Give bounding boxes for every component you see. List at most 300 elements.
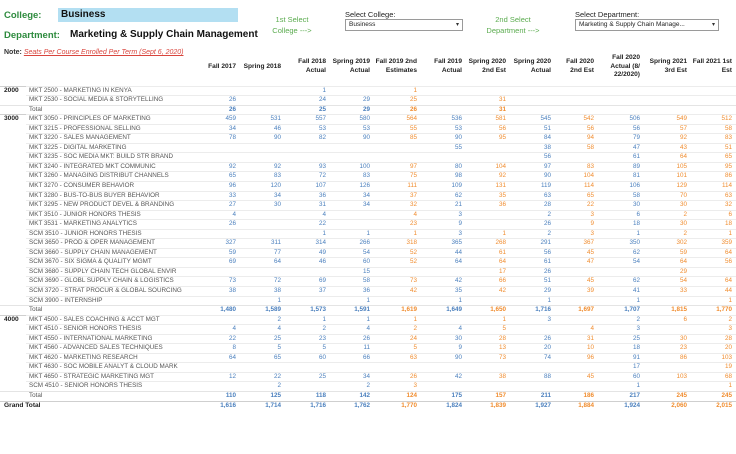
value-cell: 98 [421, 172, 466, 182]
value-cell [510, 382, 555, 392]
course-cell: SCM 3690 - GLOBL SUPPLY CHAIN & LOGISTICS [26, 277, 200, 287]
value-cell: 62 [598, 248, 644, 258]
value-cell: 1,716 [285, 401, 330, 410]
value-cell: 118 [285, 392, 330, 402]
value-cell: 10 [555, 344, 598, 354]
table-row [0, 248, 736, 258]
table-row [0, 239, 736, 249]
value-cell: 3 [374, 382, 421, 392]
value-cell: 70 [644, 191, 691, 201]
column-header: Fall 2021 1st Est [692, 58, 732, 74]
value-cell: 1 [285, 229, 330, 239]
value-cell: 83 [240, 172, 285, 182]
course-cell: MKT 4560 - ADVANCED SALES TECHNIQUES [26, 344, 200, 354]
column-header: Fall 2017 [208, 62, 236, 70]
table-row [0, 353, 736, 363]
value-cell: 2 [510, 229, 555, 239]
column-header: Fall 2018 Actual [298, 58, 326, 74]
value-cell: 60 [330, 258, 374, 268]
value-cell: 69 [200, 258, 240, 268]
value-cell: 26 [200, 96, 240, 106]
value-cell: 19 [691, 363, 736, 373]
table-row [0, 86, 736, 96]
value-cell: 45 [555, 372, 598, 382]
value-cell: 1,650 [466, 306, 510, 316]
value-cell [330, 210, 374, 220]
select-college-value: Business [349, 21, 376, 28]
value-cell: 5 [374, 344, 421, 354]
select-college-dropdown[interactable] [345, 19, 463, 31]
level-cell [0, 124, 26, 134]
value-cell: 64 [466, 258, 510, 268]
value-cell: 365 [421, 239, 466, 249]
value-cell [240, 86, 285, 96]
value-cell: 58 [598, 191, 644, 201]
value-cell: 2 [240, 315, 285, 325]
table-row [0, 115, 736, 125]
course-cell: MKT 2530 - SOCIAL MEDIA & STORYTELLING [26, 96, 200, 106]
value-cell: 1,839 [466, 401, 510, 410]
value-cell: 1 [691, 382, 736, 392]
value-cell: 26 [510, 267, 555, 277]
value-cell: 1,824 [421, 401, 466, 410]
level-cell [0, 96, 26, 106]
table-row [0, 210, 736, 220]
value-cell [555, 96, 598, 106]
value-cell: 103 [691, 353, 736, 363]
value-cell: 26 [374, 372, 421, 382]
value-cell: 42 [421, 277, 466, 287]
value-cell: 124 [374, 392, 421, 402]
course-cell: SCM 3720 - STRAT PROCUR & GLOBAL SOURCING [26, 286, 200, 296]
value-cell: 34 [330, 201, 374, 211]
value-cell: 46 [285, 258, 330, 268]
value-cell: 78 [200, 134, 240, 144]
value-cell: 1 [330, 229, 374, 239]
value-cell: 17 [598, 363, 644, 373]
table-row [0, 229, 736, 239]
course-header [23, 48, 200, 86]
value-cell [285, 296, 330, 306]
level-cell [0, 181, 26, 191]
value-cell: 24 [374, 334, 421, 344]
value-cell [555, 267, 598, 277]
value-cell: 58 [691, 124, 736, 134]
column-header: Fall 2019 Actual [434, 58, 462, 74]
value-cell: 314 [285, 239, 330, 249]
level-cell [0, 353, 26, 363]
value-cell: 94 [555, 134, 598, 144]
value-cell: 69 [285, 277, 330, 287]
value-cell: 42 [421, 372, 466, 382]
value-cell: 32 [374, 201, 421, 211]
value-cell: 5 [466, 325, 510, 335]
value-cell: 33 [644, 286, 691, 296]
select-department-title: Select Department: [575, 10, 640, 19]
value-cell: 36 [285, 191, 330, 201]
value-cell: 536 [421, 115, 466, 125]
value-cell: 52 [374, 258, 421, 268]
value-cell: 65 [691, 153, 736, 163]
value-cell: 85 [374, 134, 421, 144]
level-cell [0, 220, 26, 230]
value-cell: 1 [598, 229, 644, 239]
level-cell: 2000 [0, 86, 26, 96]
value-cell [374, 143, 421, 153]
value-cell [510, 363, 555, 373]
value-cell: 580 [330, 115, 374, 125]
value-cell: 23 [285, 334, 330, 344]
value-cell: 95 [466, 134, 510, 144]
value-cell: 34 [330, 372, 374, 382]
value-cell: 20 [691, 344, 736, 354]
value-cell: 531 [240, 115, 285, 125]
column-header: Fall 2020 Actual (8/ 22/2020) [610, 54, 640, 78]
level-cell [0, 392, 26, 402]
enrollment-table [0, 48, 736, 410]
value-cell: 186 [555, 392, 598, 402]
value-cell: 47 [555, 258, 598, 268]
course-cell: SCM 4510 - SENIOR HONORS THESIS [26, 382, 200, 392]
value-cell [200, 86, 240, 96]
course-cell: MKT 3295 - NEW PRODUCT DEVEL & BRANDING [26, 201, 200, 211]
table-row [0, 363, 736, 373]
value-cell: 65 [200, 172, 240, 182]
value-cell: 73 [374, 277, 421, 287]
value-cell: 564 [374, 115, 421, 125]
course-cell: SCM 3900 - INTERNSHIP [26, 296, 200, 306]
value-cell: 97 [374, 162, 421, 172]
value-cell: 89 [598, 162, 644, 172]
table-row [0, 296, 736, 306]
value-cell [555, 315, 598, 325]
value-cell: 83 [691, 134, 736, 144]
value-cell: 30 [644, 334, 691, 344]
value-cell [644, 382, 691, 392]
value-cell: 25 [285, 372, 330, 382]
value-cell [240, 96, 285, 106]
total-label: Total [26, 105, 200, 115]
value-cell: 86 [644, 353, 691, 363]
value-cell: 28 [691, 334, 736, 344]
value-cell [466, 220, 510, 230]
value-cell [466, 382, 510, 392]
department-value: Marketing & Supply Chain Management [70, 29, 258, 40]
value-cell: 9 [555, 220, 598, 230]
table-row [0, 344, 736, 354]
table-row [0, 372, 736, 382]
value-cell [330, 363, 374, 373]
level-cell [0, 229, 26, 239]
value-cell: 61 [598, 153, 644, 163]
value-cell: 27 [200, 201, 240, 211]
value-cell: 1 [421, 296, 466, 306]
table-row [0, 134, 736, 144]
value-cell [466, 86, 510, 96]
value-cell: 1 [374, 315, 421, 325]
level-cell [0, 201, 26, 211]
value-cell: 2 [598, 315, 644, 325]
value-cell: 125 [240, 392, 285, 402]
value-cell [421, 363, 466, 373]
value-cell: 1 [466, 229, 510, 239]
level-cell [0, 344, 26, 354]
value-cell: 5 [285, 344, 330, 354]
value-cell: 64 [644, 258, 691, 268]
value-cell [598, 96, 644, 106]
value-cell: 4 [421, 325, 466, 335]
value-cell: 55 [421, 143, 466, 153]
level-cell [0, 210, 26, 220]
value-cell: 96 [555, 353, 598, 363]
table-row [0, 172, 736, 182]
value-cell: 60 [285, 353, 330, 363]
value-cell: 3 [555, 229, 598, 239]
value-cell: 31 [466, 105, 510, 115]
value-cell: 142 [330, 392, 374, 402]
value-cell: 3 [421, 210, 466, 220]
value-cell: 23 [374, 220, 421, 230]
table-row [0, 124, 736, 134]
value-cell: 1,762 [330, 401, 374, 410]
value-cell [374, 153, 421, 163]
value-cell: 59 [644, 248, 691, 258]
value-cell: 1,927 [510, 401, 555, 410]
value-cell: 56 [510, 153, 555, 163]
value-cell [421, 267, 466, 277]
value-cell: 58 [330, 277, 374, 287]
value-cell: 1 [330, 296, 374, 306]
value-cell: 93 [285, 162, 330, 172]
value-cell [421, 86, 466, 96]
value-cell: 35 [466, 191, 510, 201]
column-header: Spring 2018 [243, 62, 281, 70]
value-cell [691, 105, 736, 115]
value-cell [644, 363, 691, 373]
value-cell: 29 [510, 286, 555, 296]
course-cell: SCM 3680 - SUPPLY CHAIN TECH GLOBAL ENVIR [26, 267, 200, 277]
level-cell [0, 105, 26, 115]
level-cell [0, 143, 26, 153]
value-cell: 83 [555, 162, 598, 172]
value-cell: 41 [598, 286, 644, 296]
value-cell: 95 [691, 162, 736, 172]
level-cell [0, 191, 26, 201]
level-cell [0, 258, 26, 268]
value-cell: 13 [466, 344, 510, 354]
note-link[interactable]: Seats Per Course Enrolled Per Term (Sept 6, 2020) [23, 49, 184, 56]
step2-line2: Department ---> [486, 26, 540, 35]
value-cell [285, 363, 330, 373]
level-cell [0, 372, 26, 382]
level-cell [0, 286, 26, 296]
value-cell: 37 [285, 286, 330, 296]
value-cell: 1 [691, 296, 736, 306]
value-cell [598, 86, 644, 96]
value-cell: 45 [555, 277, 598, 287]
value-cell: 1,714 [240, 401, 285, 410]
value-cell: 59 [200, 248, 240, 258]
value-cell: 2,060 [644, 401, 691, 410]
value-cell: 29 [644, 267, 691, 277]
value-cell [555, 363, 598, 373]
value-cell: 557 [285, 115, 330, 125]
course-cell: MKT 3280 - BUS-TO-BUS BUYER BEHAVIOR [26, 191, 200, 201]
value-cell: 1 [285, 315, 330, 325]
value-cell: 107 [285, 181, 330, 191]
value-cell: 21 [421, 201, 466, 211]
value-cell: 1 [598, 382, 644, 392]
value-cell [555, 296, 598, 306]
value-cell [510, 105, 555, 115]
level-cell [0, 325, 26, 335]
value-cell: 35 [421, 286, 466, 296]
value-cell: 34 [200, 124, 240, 134]
value-cell: 64 [691, 248, 736, 258]
value-cell: 79 [598, 134, 644, 144]
value-cell: 1,591 [330, 306, 374, 316]
value-cell: 4 [200, 210, 240, 220]
column-header: Spring 2020 2nd Est [468, 58, 506, 74]
column-header: Spring 2019 Actual [332, 58, 370, 74]
value-cell [466, 363, 510, 373]
level-cell [0, 334, 26, 344]
value-cell [240, 267, 285, 277]
value-cell [374, 267, 421, 277]
course-cell: SCM 3650 - PROD & OPER MANAGEMENT [26, 239, 200, 249]
value-cell: 45 [555, 248, 598, 258]
grand-total-label: Grand Total [0, 401, 200, 410]
value-cell [644, 96, 691, 106]
table-row [0, 277, 736, 287]
value-cell: 44 [421, 248, 466, 258]
value-cell [285, 382, 330, 392]
course-cell: SCM 3670 - SIX SIGMA & QUALITY MGMT [26, 258, 200, 268]
value-cell: 64 [421, 258, 466, 268]
value-cell: 55 [374, 124, 421, 134]
value-cell: 31 [555, 334, 598, 344]
value-cell [691, 96, 736, 106]
value-cell: 56 [691, 258, 736, 268]
select-department-dropdown[interactable] [575, 19, 719, 31]
note-label: Note: [4, 49, 22, 56]
value-cell: 81 [598, 172, 644, 182]
value-cell: 66 [466, 277, 510, 287]
step2-instruction [478, 14, 548, 36]
value-cell: 4 [240, 325, 285, 335]
value-cell: 3 [555, 210, 598, 220]
value-cell: 30 [421, 334, 466, 344]
value-cell [200, 315, 240, 325]
value-cell: 90 [240, 134, 285, 144]
table-row [0, 315, 736, 325]
value-cell: 25 [374, 96, 421, 106]
value-cell: 53 [330, 124, 374, 134]
table-row [0, 96, 736, 106]
value-cell: 18 [598, 344, 644, 354]
value-cell: 119 [510, 181, 555, 191]
chevron-down-icon: ▾ [711, 22, 715, 28]
value-cell: 73 [200, 277, 240, 287]
value-cell: 1 [285, 86, 330, 96]
value-cell: 1,770 [374, 401, 421, 410]
value-cell [466, 143, 510, 153]
value-cell: 26 [510, 220, 555, 230]
value-cell: 43 [644, 143, 691, 153]
value-cell: 25 [598, 334, 644, 344]
value-cell [555, 105, 598, 115]
value-cell: 49 [285, 248, 330, 258]
level-cell [0, 382, 26, 392]
value-cell: 63 [374, 353, 421, 363]
value-cell: 1 [510, 296, 555, 306]
value-cell: 90 [421, 134, 466, 144]
value-cell: 62 [598, 277, 644, 287]
value-cell: 86 [691, 172, 736, 182]
value-cell [330, 143, 374, 153]
value-cell: 22 [555, 201, 598, 211]
value-cell: 1 [374, 229, 421, 239]
course-cell: MKT 3235 - SOC MEDIA MKT: BUILD STR BRAND [26, 153, 200, 163]
value-cell [555, 382, 598, 392]
value-cell: 2 [374, 325, 421, 335]
value-cell: 106 [598, 181, 644, 191]
value-cell: 56 [510, 248, 555, 258]
value-cell: 6 [598, 210, 644, 220]
value-cell [240, 220, 285, 230]
value-cell [644, 105, 691, 115]
value-cell: 22 [240, 372, 285, 382]
value-cell: 1,616 [200, 401, 240, 410]
value-cell: 97 [510, 162, 555, 172]
value-cell: 57 [644, 124, 691, 134]
college-value: Business [58, 8, 238, 22]
value-cell: 367 [555, 239, 598, 249]
table-row [0, 220, 736, 230]
value-cell [285, 267, 330, 277]
value-cell: 75 [374, 172, 421, 182]
value-cell: 61 [510, 258, 555, 268]
value-cell: 211 [510, 392, 555, 402]
value-cell: 1 [691, 229, 736, 239]
value-cell: 39 [555, 286, 598, 296]
value-cell: 65 [240, 353, 285, 363]
value-cell [691, 267, 736, 277]
course-cell: MKT 3215 - PROFESSIONAL SELLING [26, 124, 200, 134]
table-row [0, 162, 736, 172]
table-row [0, 334, 736, 344]
value-cell: 9 [421, 344, 466, 354]
value-cell: 1 [466, 315, 510, 325]
step2-line1: 2nd Select [495, 15, 531, 24]
value-cell: 30 [240, 201, 285, 211]
value-cell [240, 210, 285, 220]
value-cell: 82 [285, 134, 330, 144]
total-row [0, 306, 736, 316]
value-cell: 131 [466, 181, 510, 191]
department-label: Department: [4, 30, 60, 41]
value-cell: 28 [466, 334, 510, 344]
value-cell: 64 [691, 277, 736, 287]
value-cell: 34 [330, 191, 374, 201]
value-cell: 2 [691, 315, 736, 325]
value-cell: 25 [285, 105, 330, 115]
value-cell: 1,815 [644, 306, 691, 316]
level-cell [0, 239, 26, 249]
value-cell: 2 [285, 325, 330, 335]
table-row [0, 153, 736, 163]
value-cell: 22 [285, 220, 330, 230]
